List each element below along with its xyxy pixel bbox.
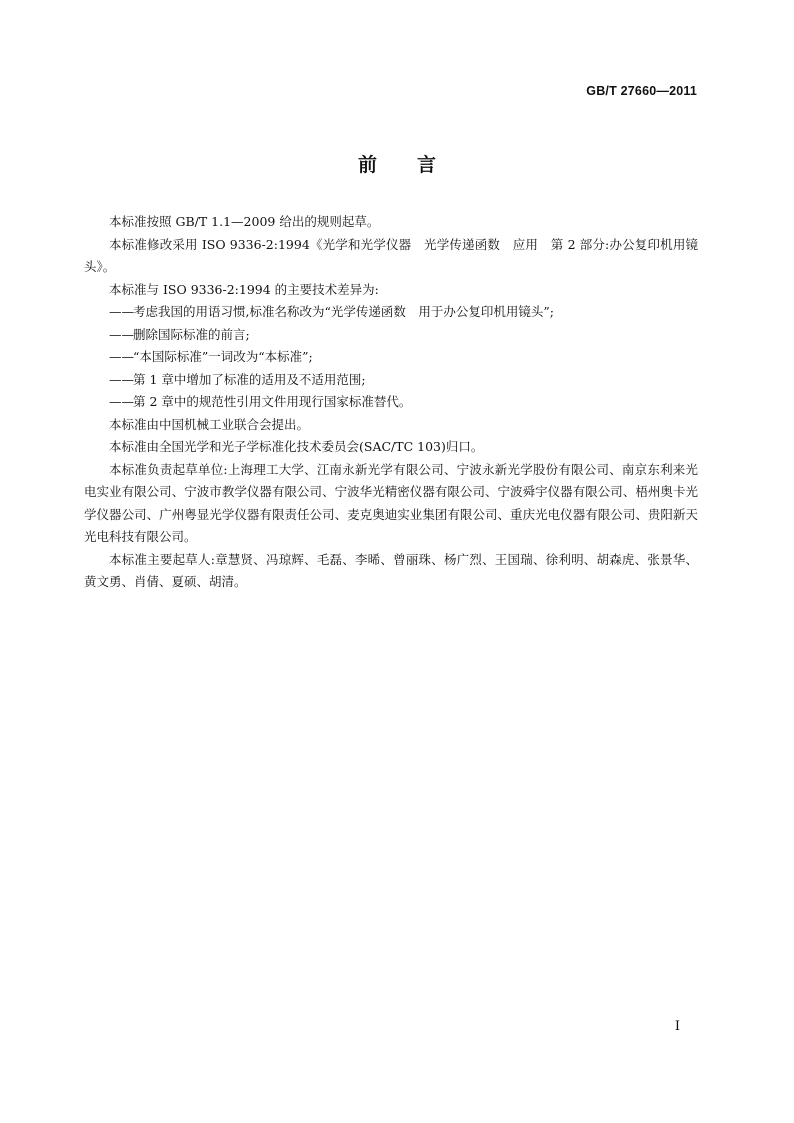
page-title [0, 150, 794, 177]
paragraph-adoption: 本标准修改采用 ISO 9336-2:1994《光学和光学仪器 光学传递函数 应用 第 2 部分:办公复印机用镜头》。 [84, 236, 698, 274]
document-code: GB/T 27660—2011 [586, 84, 697, 98]
difference-item [84, 391, 698, 414]
difference-item [84, 301, 698, 324]
page-number: I [674, 1019, 680, 1034]
difference-item-text: “本国际标准”一词改为“本标准”; [133, 349, 313, 364]
paragraph-committee: 本标准由全国光学和光子学标准化技术委员会(SAC/TC 103)归口。 [109, 439, 484, 454]
difference-item [84, 369, 698, 392]
dash-marker: —— [109, 304, 134, 319]
paragraph-drafting-units: 本标准负责起草单位:上海理工大学、江南永新光学有限公司、宁波永新光学股份有限公司、南京东利来光电实业有限公司、宁波市教学仪器有限公司、宁波华光精密仪器有限公司、宁波舜宇仪器有限公司、梧州奥卡光学仪器公司、广州粤显光学仪器有限责任公司、麦克奥迪实业集团有限公司、重庆光电仪器有限公司、贵阳新天光电科技有限公司。 [84, 461, 698, 544]
foreword-body [84, 211, 698, 594]
difference-item-text: 第 2 章中的规范性引用文件用现行国家标准替代。 [133, 394, 412, 409]
page-title-part1: 前 [357, 154, 377, 176]
dash-marker: —— [109, 326, 134, 342]
difference-item [84, 346, 698, 369]
dash-marker: —— [109, 394, 134, 409]
difference-item-text: 删除国际标准的前言; [133, 326, 250, 342]
page-title-part2: 言 [417, 154, 437, 176]
paragraph-proposer: 本标准由中国机械工业联合会提出。 [109, 416, 310, 432]
paragraph-differences-intro: 本标准与 ISO 9336-2:1994 的主要技术差异为: [109, 281, 379, 297]
difference-item-text: 第 1 章中增加了标准的适用及不适用范围; [133, 371, 366, 387]
paragraph-drafters: 本标准主要起草人:章慧贤、冯琼辉、毛磊、李晞、曾丽珠、杨广烈、王国瑞、徐利明、胡森虎、张景华、黄文勇、肖倩、夏硕、胡清。 [84, 551, 698, 589]
difference-item-text: 考虑我国的用语习惯,标准名称改为“光学传递函数 用于办公复印机用镜头”; [133, 304, 554, 319]
paragraph-drafting-rules: 本标准按照 GB/T 1.1—2009 给出的规则起草。 [109, 214, 380, 229]
dash-marker: —— [109, 349, 134, 364]
dash-marker: —— [109, 371, 134, 387]
difference-item [84, 324, 698, 347]
